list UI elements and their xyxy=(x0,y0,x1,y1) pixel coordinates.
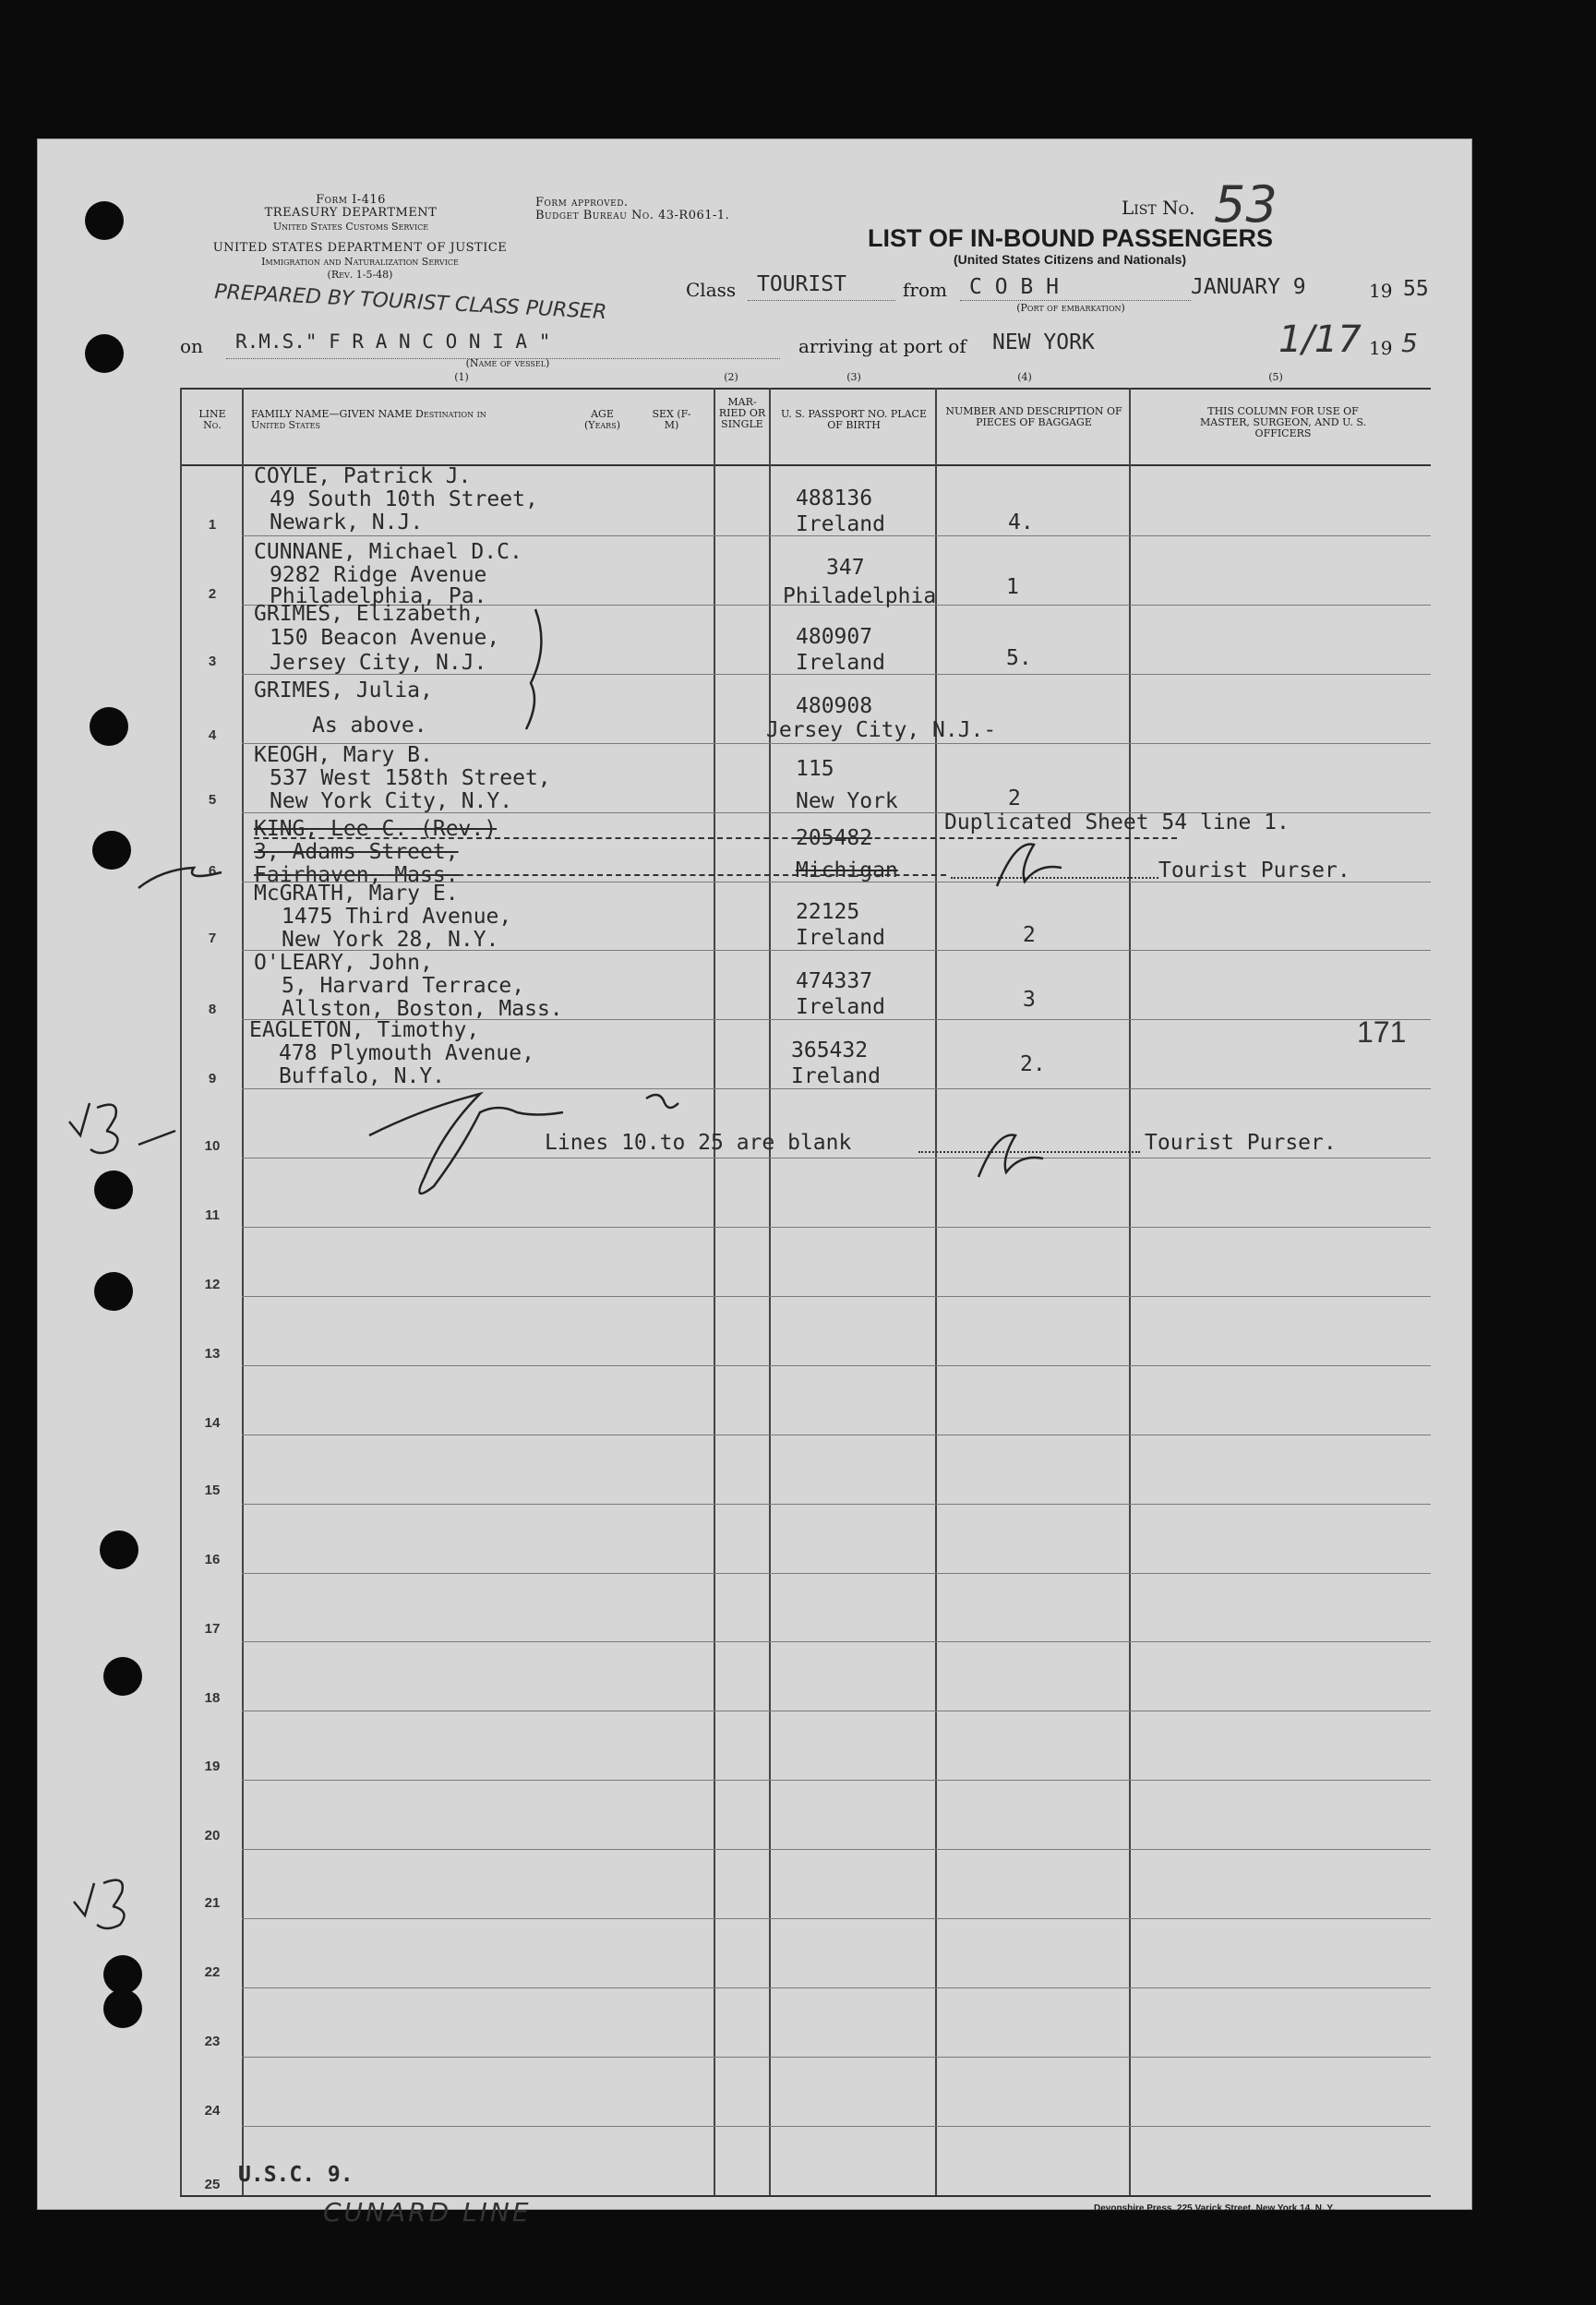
departure-date: JANUARY 9 xyxy=(1191,275,1306,299)
baggage-count: 5. xyxy=(1006,646,1032,670)
line-number: 23 xyxy=(204,2034,221,2049)
vessel-caption: (Name of vessel) xyxy=(465,357,550,369)
col-header-sex: SEX (F-M) xyxy=(652,408,691,431)
passport-number: 480907 xyxy=(796,625,873,649)
baggage-count: 2 xyxy=(1008,786,1021,810)
col-number: (4) xyxy=(1017,371,1032,383)
line-number: 6 xyxy=(208,863,217,879)
col-number: (3) xyxy=(846,371,861,383)
col-header-married: MAR- RIED OR SINGLE xyxy=(718,396,766,430)
from-label: from xyxy=(903,279,947,301)
port-caption: (Port of embarkation) xyxy=(1016,302,1125,314)
passenger-name: O'LEARY, John, xyxy=(254,951,433,975)
passenger-address: 1475 Third Avenue, xyxy=(282,905,512,929)
passenger-address: New York City, N.Y. xyxy=(270,789,513,813)
passport-number: 365432 xyxy=(791,1038,869,1062)
passenger-name: McGRATH, Mary E. xyxy=(254,882,459,906)
page-subtitle: (United States Citizens and Nationals) xyxy=(954,252,1187,267)
line-number: 21 xyxy=(204,1895,221,1911)
col-header-age: AGE (Years) xyxy=(584,408,620,431)
arrival-port: NEW YORK xyxy=(992,330,1095,354)
col-header-line: LINE No. xyxy=(198,408,226,431)
place-of-birth: Ireland xyxy=(796,512,885,536)
line-number: 22 xyxy=(204,1964,221,1980)
col-header-baggage: NUMBER AND DESCRIPTION OF PIECES OF BAGGAGE xyxy=(945,405,1122,428)
place-of-birth-struck: Michigan xyxy=(796,858,898,882)
departure-year-prefix: 19 xyxy=(1369,280,1393,302)
line-number: 10 xyxy=(204,1138,221,1154)
duplicate-note: Duplicated Sheet 54 line 1. xyxy=(944,810,1290,834)
page-title: LIST OF IN-BOUND PASSENGERS xyxy=(868,224,1274,252)
passenger-name: EAGLETON, Timothy, xyxy=(249,1018,480,1042)
passenger-name: KEOGH, Mary B. xyxy=(254,743,433,767)
line-number: 16 xyxy=(204,1552,221,1567)
line-number: 3 xyxy=(208,654,217,669)
place-of-birth: Ireland xyxy=(791,1064,881,1088)
arrival-date-hand: 1/17 xyxy=(1278,318,1362,361)
line-number: 24 xyxy=(204,2103,221,2119)
col-header-passport: U. S. PASSPORT NO. PLACE OF BIRTH xyxy=(780,408,928,431)
line-number: 1 xyxy=(208,517,217,533)
line-number: 11 xyxy=(205,1207,220,1223)
passenger-name: CUNNANE, Michael D.C. xyxy=(254,540,522,564)
prepared-by-note: PREPARED BY TOURIST CLASS PURSER xyxy=(213,280,607,325)
passport-number-struck: 205482 xyxy=(796,826,873,850)
passenger-address-struck: 3, Adams Street, xyxy=(254,840,459,864)
form-number: Form I-416 xyxy=(316,193,386,207)
line-number: 19 xyxy=(204,1759,221,1774)
place-of-birth: Ireland xyxy=(796,651,885,675)
customs-service: United States Customs Service xyxy=(272,221,429,233)
passenger-address: Allston, Boston, Mass. xyxy=(282,997,563,1021)
blank-lines-purser: Tourist Purser. xyxy=(1145,1131,1337,1155)
passenger-address: 537 West 158th Street, xyxy=(270,766,551,790)
passenger-name: COYLE, Patrick J. xyxy=(254,464,472,488)
baggage-count: 2 xyxy=(1023,923,1036,947)
vessel-name: R.M.S." F R A N C O N I A " xyxy=(235,330,551,353)
footer-cunard-line: CUNARD LINE xyxy=(323,2197,532,2227)
passenger-address: New York 28, N.Y. xyxy=(282,928,499,952)
blank-lines-note: Lines 10.to 25 are blank xyxy=(545,1131,852,1155)
budget-bureau: Budget Bureau No. 43-R061-1. xyxy=(535,209,730,222)
list-no-value: 53 xyxy=(1214,175,1278,234)
line-number: 15 xyxy=(204,1483,221,1498)
officer-mark-171: 171 xyxy=(1357,1015,1407,1049)
line-number: 17 xyxy=(204,1621,221,1637)
passenger-address: 49 South 10th Street, xyxy=(270,487,538,511)
baggage-count: 1 xyxy=(1006,575,1019,599)
revision-date: (Rev. 1-5-48) xyxy=(327,269,393,281)
arriving-label: arriving at port of xyxy=(798,335,966,357)
place-of-birth: Jersey City, N.J.- xyxy=(766,718,997,742)
col-number: (5) xyxy=(1268,371,1283,383)
on-label: on xyxy=(180,335,203,357)
line-number: 7 xyxy=(208,930,217,946)
port-embarkation: C O B H xyxy=(969,275,1059,299)
line-number: 8 xyxy=(208,1002,217,1017)
ins-header: Immigration and Naturalization Service xyxy=(261,256,459,268)
passenger-address: 9282 Ridge Avenue xyxy=(270,563,487,587)
col-number: (1) xyxy=(454,371,469,383)
line-number: 2 xyxy=(208,586,217,602)
passport-number: 347 xyxy=(826,556,865,580)
passenger-name-struck: KING, Lee C. (Rev.) xyxy=(254,817,498,841)
passport-number: 115 xyxy=(796,757,834,781)
arrival-year-hand: 5 xyxy=(1401,328,1418,358)
list-no-label: List No. xyxy=(1122,197,1195,219)
passenger-address: As above. xyxy=(312,714,427,738)
col-header-officers: THIS COLUMN FOR USE OF MASTER, SURGEON, AND U. S. OFFICERS xyxy=(1199,405,1366,439)
class-label: Class xyxy=(686,279,737,301)
line-number: 20 xyxy=(204,1828,221,1843)
line-number: 5 xyxy=(208,792,217,808)
footer-usc: U.S.C. 9. xyxy=(238,2163,354,2187)
doj-header: UNITED STATES DEPARTMENT OF JUSTICE xyxy=(212,241,508,255)
passport-number: 480908 xyxy=(796,694,873,718)
passenger-address: 150 Beacon Avenue, xyxy=(270,626,500,650)
place-of-birth: Philadelphia xyxy=(783,584,937,608)
baggage-count: 3 xyxy=(1023,988,1036,1012)
passport-number: 488136 xyxy=(796,486,873,510)
place-of-birth: Ireland xyxy=(796,926,885,950)
treasury-dept: TREASURY DEPARTMENT xyxy=(264,206,438,220)
line-number: 25 xyxy=(204,2177,221,2192)
passenger-address: Jersey City, N.J. xyxy=(270,651,487,675)
purser-note: Tourist Purser. xyxy=(1158,858,1350,882)
line-number: 4 xyxy=(208,727,217,743)
passenger-address-struck: Fairhaven, Mass. xyxy=(254,863,459,887)
place-of-birth: Ireland xyxy=(796,995,885,1019)
col-number: (2) xyxy=(724,371,738,383)
passport-number: 22125 xyxy=(796,900,860,924)
col-header-name: FAMILY NAME—GIVEN NAME Destination in United States xyxy=(251,408,486,431)
printer-credit: Devonshire Press, 225 Varick Street, New York 14, N. Y. xyxy=(1094,2203,1335,2214)
line-number: 9 xyxy=(208,1071,217,1086)
baggage-count: 4. xyxy=(1008,510,1034,534)
passenger-address: Newark, N.J. xyxy=(270,510,424,534)
passenger-address: 478 Plymouth Avenue, xyxy=(279,1041,534,1065)
baggage-count: 2. xyxy=(1020,1052,1046,1076)
line-number: 18 xyxy=(204,1690,221,1706)
arrival-year-prefix: 19 xyxy=(1369,337,1393,359)
form-approved: Form approved. xyxy=(535,196,629,210)
place-of-birth: New York xyxy=(796,789,898,813)
passenger-address: Buffalo, N.Y. xyxy=(279,1064,446,1088)
line-number: 14 xyxy=(204,1415,221,1431)
line-number: 13 xyxy=(204,1346,221,1362)
passenger-address: 5, Harvard Terrace, xyxy=(282,974,525,998)
departure-year: 55 xyxy=(1403,277,1429,301)
passenger-address: Philadelphia, Pa. xyxy=(270,584,487,608)
passport-number: 474337 xyxy=(796,969,873,993)
line-number: 12 xyxy=(204,1277,221,1292)
passenger-name: GRIMES, Julia, xyxy=(254,678,433,702)
passenger-name: GRIMES, Elizabeth, xyxy=(254,602,485,626)
class-value: TOURIST xyxy=(757,272,846,296)
